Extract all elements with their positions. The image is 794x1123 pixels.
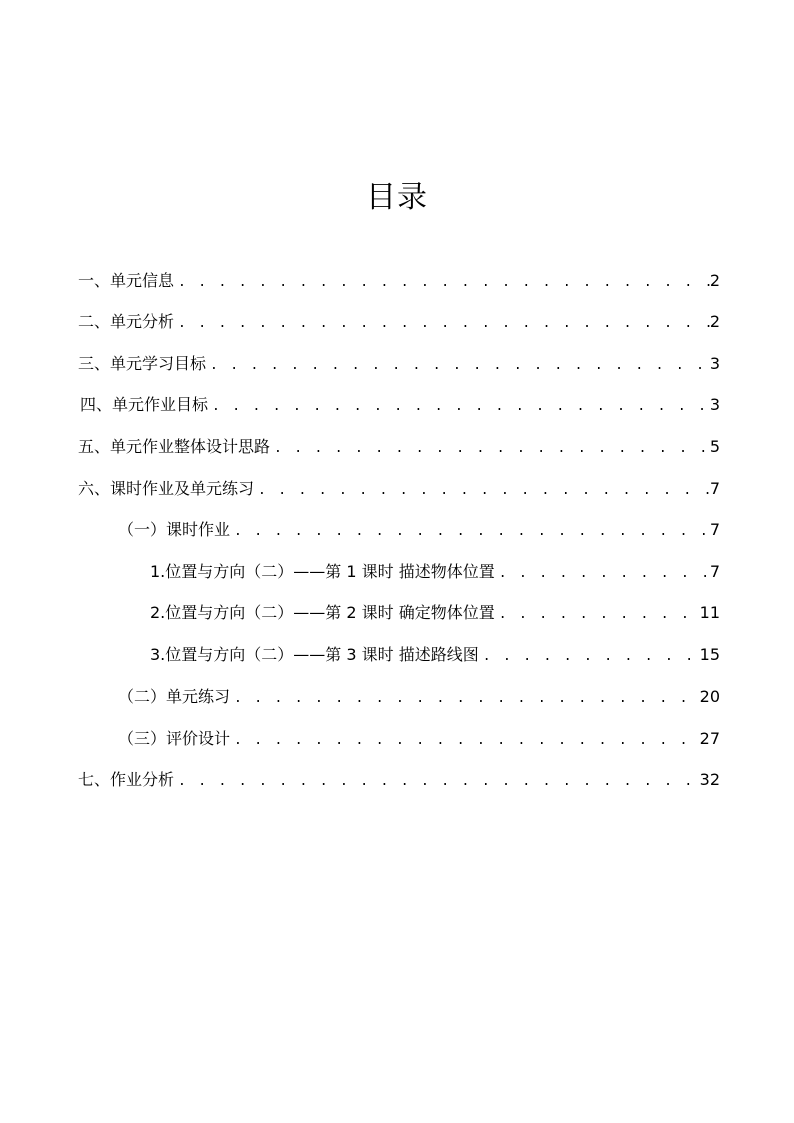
toc-entry-label: 四、单元作业目标 <box>80 395 209 414</box>
toc-entry-label: （一）课时作业 <box>118 520 231 539</box>
toc-entry-label: 一、单元信息 <box>78 271 175 290</box>
toc-page-number: 7 <box>709 479 720 498</box>
toc-leader-dots <box>174 271 710 293</box>
toc-entry-label: 三、单元学习目标 <box>78 354 207 373</box>
toc-entry[interactable] <box>78 435 720 459</box>
toc-entry[interactable] <box>78 352 720 376</box>
toc-entry-label: 六、课时作业及单元练习 <box>78 479 255 498</box>
toc-leader-dots <box>230 729 700 751</box>
toc-leader-dots <box>495 562 710 584</box>
toc-page-number: 3 <box>709 354 720 373</box>
toc-entry[interactable] <box>78 269 720 293</box>
toc-leader-dots <box>270 437 710 459</box>
toc-entry[interactable] <box>150 560 720 584</box>
toc-page-number: 2 <box>709 312 720 331</box>
toc-entry[interactable] <box>118 518 720 542</box>
toc-page-number: 20 <box>699 687 720 706</box>
toc-leader-dots <box>230 687 700 709</box>
toc-entry[interactable] <box>150 601 720 625</box>
toc-entry[interactable] <box>78 310 720 334</box>
toc-leader-dots <box>206 354 710 376</box>
toc-page-number: 11 <box>699 603 720 622</box>
toc-page-number: 7 <box>709 520 720 539</box>
toc-entry[interactable] <box>78 477 720 501</box>
toc-entry-label: 二、单元分析 <box>78 312 175 331</box>
toc-entry-label: 3.位置与方向（二）——第 3 课时 描述路线图 <box>150 645 479 664</box>
toc-leader-dots <box>495 603 700 625</box>
toc-entry-label: 2.位置与方向（二）——第 2 课时 确定物体位置 <box>150 603 495 622</box>
toc-page-number: 5 <box>709 437 720 456</box>
toc-page-number: 7 <box>709 562 720 581</box>
toc-entry-label: 五、单元作业整体设计思路 <box>78 437 271 456</box>
toc-leader-dots <box>479 645 700 667</box>
toc-leader-dots <box>174 312 710 334</box>
toc-entry-label: （三）评价设计 <box>118 729 231 748</box>
toc-leader-dots <box>174 770 700 792</box>
toc-page-number: 2 <box>709 271 720 290</box>
toc-entry[interactable] <box>80 393 720 417</box>
toc-entry-label: （二）单元练习 <box>118 687 231 706</box>
toc-page-number: 27 <box>699 729 720 748</box>
toc-entry[interactable] <box>150 643 720 667</box>
toc-page-number: 3 <box>709 395 720 414</box>
toc-leader-dots <box>208 395 710 417</box>
toc-entry[interactable] <box>118 685 720 709</box>
toc-page-number: 15 <box>699 645 720 664</box>
toc-entry-label: 1.位置与方向（二）——第 1 课时 描述物体位置 <box>150 562 495 581</box>
toc-entry-label: 七、作业分析 <box>78 770 175 789</box>
toc-entry[interactable] <box>78 768 720 792</box>
toc-leader-dots <box>254 479 710 501</box>
page-title: 目录 <box>366 180 428 215</box>
toc-leader-dots <box>230 520 710 542</box>
toc-entry[interactable] <box>118 727 720 751</box>
toc-page-number: 32 <box>699 770 720 789</box>
